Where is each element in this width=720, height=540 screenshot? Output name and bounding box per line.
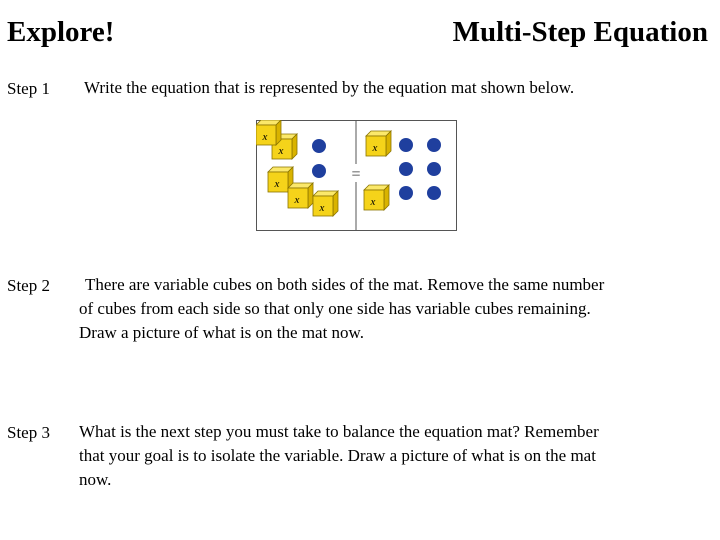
right-unit-counter bbox=[399, 186, 413, 200]
step-2-line: Draw a picture of what is on the mat now. bbox=[79, 323, 364, 342]
cube-variable-label: x bbox=[294, 194, 300, 206]
left-unit-counter bbox=[312, 164, 326, 178]
step-1-line: Write the equation that is represented by the equation mat shown below. bbox=[84, 78, 575, 97]
equals-sign: = bbox=[351, 166, 361, 183]
step-1-label: Step 1 bbox=[7, 79, 50, 98]
cube-variable-label: x bbox=[278, 145, 284, 157]
cube-variable-label: x bbox=[319, 202, 325, 214]
lesson-title: Multi-Step Equation bbox=[452, 16, 708, 48]
cube-variable-label: x bbox=[274, 178, 280, 190]
step-3-line: now. bbox=[79, 470, 112, 489]
left-variable-cube bbox=[256, 120, 281, 145]
step-2-line: of cubes from each side so that only one side has variable cubes remaining. bbox=[79, 299, 591, 318]
step-2-line: There are variable cubes on both sides of the mat. Remove the same number bbox=[85, 275, 605, 294]
right-unit-counter bbox=[399, 138, 413, 152]
right-unit-counter bbox=[427, 162, 441, 176]
step-2-text bbox=[79, 273, 604, 345]
step-2-label: Step 2 bbox=[7, 276, 50, 295]
step-1-text bbox=[84, 76, 574, 100]
explore-title: Explore! bbox=[7, 16, 115, 48]
step-3-label: Step 3 bbox=[7, 423, 50, 442]
cube-variable-label: x bbox=[262, 131, 268, 143]
right-unit-counter bbox=[399, 162, 413, 176]
right-unit-counter bbox=[427, 186, 441, 200]
left-variable-cube bbox=[313, 191, 338, 216]
step-3-line: What is the next step you must take to balance the equation mat? Remember bbox=[79, 422, 599, 441]
equation-mat bbox=[256, 120, 458, 232]
right-variable-cube bbox=[366, 131, 391, 156]
right-variable-cube bbox=[364, 185, 389, 210]
left-unit-counter bbox=[312, 139, 326, 153]
cube-variable-label: x bbox=[370, 196, 376, 208]
left-variable-cube bbox=[288, 183, 313, 208]
right-unit-counter bbox=[427, 138, 441, 152]
step-3-text bbox=[79, 420, 599, 492]
cube-variable-label: x bbox=[372, 142, 378, 154]
step-3-line: that your goal is to isolate the variable. Draw a picture of what is on the mat bbox=[79, 446, 596, 465]
